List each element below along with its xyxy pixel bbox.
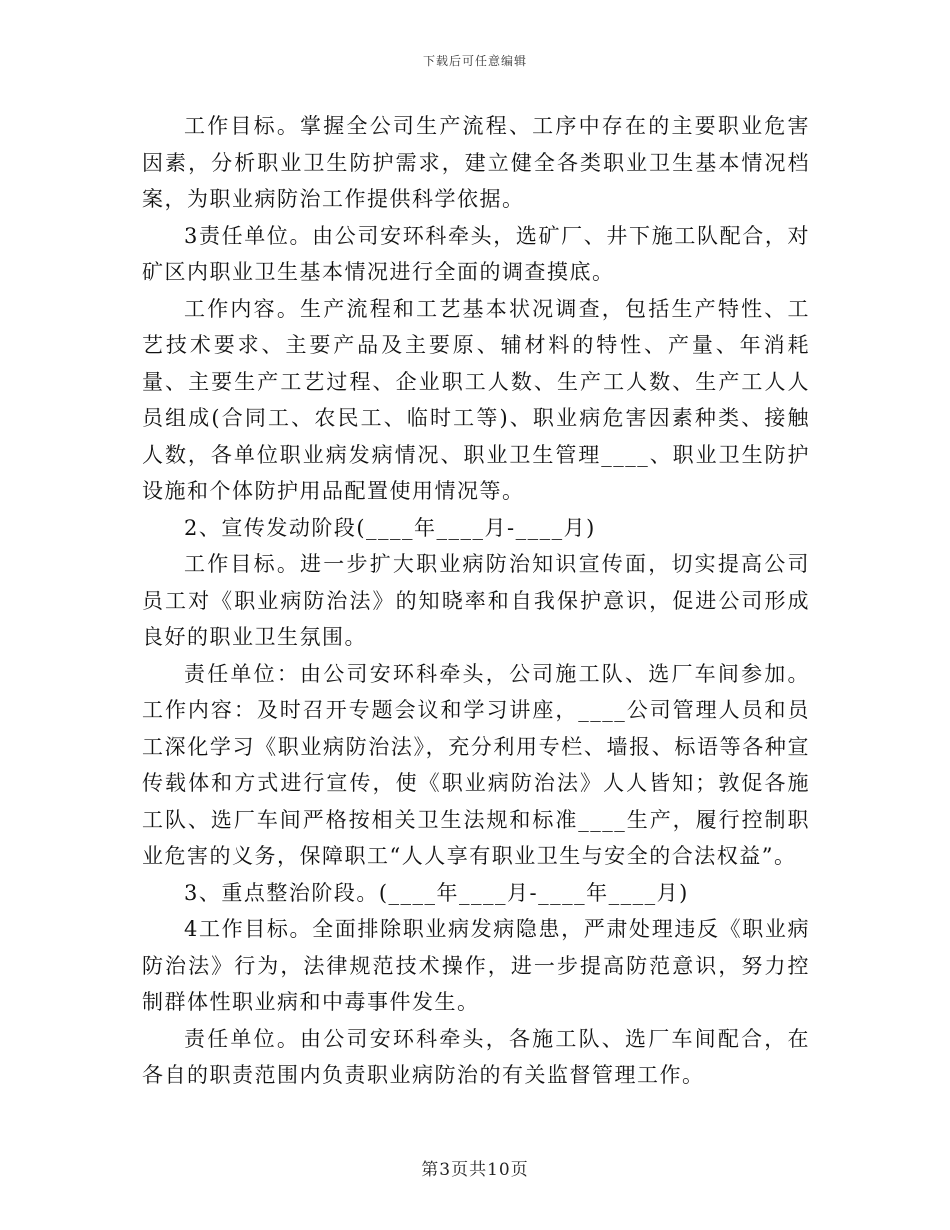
page-header: 下载后可任意编辑 xyxy=(422,54,527,68)
paragraph-work-content: 工作内容。生产流程和工艺基本状况调查，包括生产特性、工艺技术要求、主要产品及主要原、辅材料的特性、产量、年消耗量、主要生产工艺过程、企业职工人数、生产工人数、生产工人人员组成(合同工、农民工、临时工等)、职业病危害因素种类、接触人数，各单位职业病发病情况、职业卫生管理____、职业卫生防护设施和个体防护用品配置使用情况等。 xyxy=(142,296,810,503)
paragraph-goal-rectification: 4工作目标。全面排除职业病发病隐患，严肃处理违反《职业病防治法》行为，法律规范技术操作，进一步提高防范意识，努力控制群体性职业病和中毒事件发生。 xyxy=(142,917,810,1014)
paragraph-responsibility-publicity: 责任单位：由公司安环科牵头，公司施工队、选厂车间参加。工作内容：及时召开专题会议和学习讲座，____公司管理人员和员工深化学习《职业病防治法》，充分利用专栏、墙报、标语等各种宣传载体和方式进行宣传，使《职业病防治法》人人皆知；敦促各施工队、选厂车间严格按相关卫生法规和标准____生产，履行控制职业危害的义务，保障职工“人人享有职业卫生与安全的合法权益”。 xyxy=(142,661,810,868)
paragraph-goal-survey: 工作目标。掌握全公司生产流程、工序中存在的主要职业危害因素，分析职业卫生防护需求，建立健全各类职业卫生基本情况档案，为职业病防治工作提供科学依据。 xyxy=(142,114,810,211)
page-number: 第3页共10页 xyxy=(421,1160,529,1180)
paragraph-goal-publicity: 工作目标。进一步扩大职业病防治知识宣传面，切实提高公司员工对《职业病防治法》的知晓率和自我保护意识，促进公司形成良好的职业卫生氛围。 xyxy=(142,552,810,649)
section-heading-rectification: 3、重点整治阶段。(____年____月-____年____月) xyxy=(184,880,689,905)
document-body xyxy=(142,108,810,1094)
paragraph-responsibility-rectification: 责任单位。由公司安环科牵头，各施工队、选厂车间配合，在各自的职责范围内负责职业病防治的有关监督管理工作。 xyxy=(142,1026,810,1087)
section-heading-publicity: 2、宣传发动阶段(____年____月-____月) xyxy=(184,515,596,540)
paragraph-responsibility-survey: 3责任单位。由公司安环科牵头，选矿厂、井下施工队配合，对矿区内职业卫生基本情况进行全面的调查摸底。 xyxy=(142,223,810,284)
